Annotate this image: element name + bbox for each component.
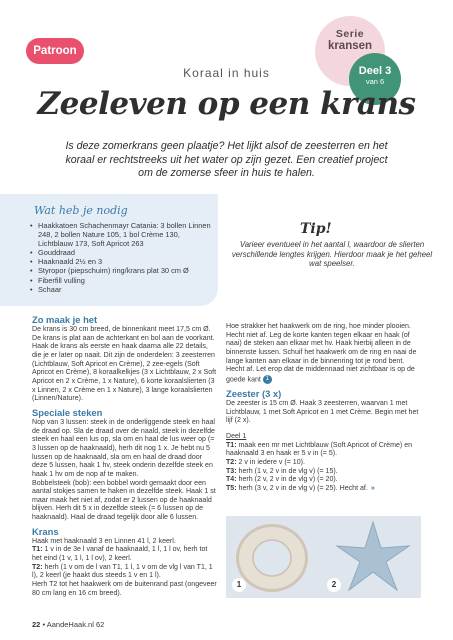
paragraph: De krans is 30 cm breed, de binnenkant meet 17,5 cm Ø. De krans is plat aan de achterkant en bol aan de voorkant. Haak de krans als eerste en haak daarna alle 22 details, die je er later op naait. Dit zijn de onderdelen: 3 zeesterren (Lichtblauw, Soft Apricot en Crème), 2 zee-egels (Soft Apricot en Crème), 8 koraalkelkjes (3 x Lichtblauw, 2 x Soft Apricot en 2 x Crème, 1 x Nature), 6 korte koraalslierten (3 x Linnen, 2 x Crème en 1 x Nature), 3 lange koraalslierten (Linnen/Nature). [32,326,217,403]
series-label: Serie [335,28,365,40]
row-label: T2: [226,458,237,466]
row-text: 2 v in iedere v (= 10). [236,458,305,466]
part-label: Deel 3 [358,65,392,77]
paragraph: De zeester is 15 cm Ø. Haak 3 zeesterren, waarvan 1 met Lichtblauw, 1 met Soft Apricot en 1 met Crème. Begin met het lijf (2 x). [226,399,419,425]
tip-text: Varieer eventueel in het aantal l, waardoor de slierten verschillende lengtes krijgen. Hierdoor maak je het geheel wat speelser. [231,240,433,269]
paragraph [226,323,420,385]
series-name: kransen [327,40,373,52]
paragraph: Haak met haaknaald 3 en Linnen 41 l, 2 keerl. [32,537,176,545]
right-column [226,323,420,494]
paragraph: Herh T2 tot het haakwerk om de buitenrand past (ongeveer 80 cm lang en 16 cm breed). [32,581,217,597]
paragraph [226,476,420,485]
page-number: 22 [32,620,41,629]
section-heading: Krans [32,525,59,537]
row-label: T1: [226,441,237,449]
paragraph-text: Hoe strakker het haakwerk om de ring, hoe minder plooien. Hecht niet af. Leg de korte kanten tegen elkaar en haak (of naai) de steken aan elkaar met hv. Haak hierbij alleen in de binnenste lussen. Schuif het haakwerk om de ring en naai de lange kanten aan elkaar in de binnenring tot je rond bent. Hecht af. Let erop dat de middennaad niet zichtbaar is op de goede kant [226,323,417,384]
row-label: T3: [226,467,237,475]
tip-title: Tip! [300,221,332,237]
paragraph [226,485,420,494]
row-label: T5: [226,484,237,492]
kicker: Koraal in huis [183,66,270,80]
section-heading: Zeester (3 x) [226,387,282,399]
paragraph: Nop van 3 lussen: steek in de onderliggende steek en haal de draad op. Sla de draad over de naald, steek in dezelfde steek en haal een lus op, sla om en haal de lus weer op (= 3 lussen op de haaknaald), herh dit nog 1 x. Je hebt nu 5 lussen op de haaknaald, sla om en haal de draad door deze 5 lussen, haak 1 hv, steek onderin dezelfde steek en haak 1 hv om de nop af te maken. [32,418,215,478]
row-label: T4: [226,476,237,484]
starfish-photo [321,516,421,598]
list-item: • Fiberfill vulling [30,276,212,285]
footer-bullet: • [42,620,46,629]
row-text: herh (3 v, 2 v in de vlg v) (= 25). Hecht af. [236,484,368,492]
section-heading: Speciale steken [32,406,103,418]
paragraph [226,468,420,477]
row-label: T1: [32,546,43,554]
materials-title: Wat heb je nodig [34,204,128,217]
list-item: • Haakkatoen Schachenmayr Catania: 3 bollen Linnen 248, 2 bollen Nature 105, 1 bol Crème 130, Lichtblauw 173, Soft Apricot 263 [30,221,212,248]
row-text: herh (1 v, 2 v in de vlg v) (= 15). [236,467,338,475]
photo-number-badge: 2 [327,578,341,592]
row-label: T2: [32,563,43,571]
continue-arrow-icon: » [370,484,375,492]
sub-heading: Deel 1 [226,432,247,440]
list-item: • Styropor (piepschuim) ring/krans plat 30 cm Ø [30,266,212,275]
page-footer [32,620,104,629]
paragraph [32,564,218,581]
paragraph [32,546,218,563]
paragraph [226,442,420,459]
section-heading: Zo maak je het [32,314,98,325]
page-title: Zeeleven op een krans [37,86,416,122]
intro-text: Is deze zomerkrans geen plaatje? Het lijkt alsof de zeesterren en het koraal er rechtstreeks uit het water op zijn gezet. Een creatief project om de zomerse sfeer in huis te halen. [65,140,388,179]
photo-number-badge: 1 [232,578,246,592]
magazine-name: AandeHaak.nl 62 [46,620,105,629]
left-column [32,314,218,598]
list-item: • Haaknaald 2½ en 3 [30,257,212,266]
photo-ref-badge: 1 [263,375,272,384]
row-text: herh (2 v, 2 v in de vlg v) (= 20). [236,476,338,484]
materials-list [30,221,212,294]
paragraph: Bobbelsteek (bob): een bobbel wordt gemaakt door een aantal stokjes samen te haken in dezelfde steek. Haak 1 st maar maak het niet af, zodat er 2 lussen op de haaknaald blijven. Herh dit 5 x in dezelfde steek (= 6 lussen op de haaknaald). Haal de draad tegelijk door alle 6 lussen. [32,479,216,522]
row-text: 1 v in de 3e l vanaf de haaknaald, 1 l, 1 l ov, herh tot het eind (1 v, 1 l, 1 l ov), 2 keerl. [32,546,208,563]
list-item: • Gouddraad [30,248,212,257]
pattern-badge: Patroon [26,38,84,64]
paragraph [226,459,420,468]
part-of: van 6 [365,77,385,86]
list-item: • Schaar [30,285,212,294]
row-text: herh (1 v om de l van T1, 1 l, 1 v om de vlg l van T1, 1 l), 2 keerl (je haakt dus steeds 1 v en 1 l). [32,563,213,580]
row-text: maak een mr met Lichtblauw (Soft Apricot of Crème) en haaknaald 3 en haak er 5 v in (= 5). [226,441,413,458]
